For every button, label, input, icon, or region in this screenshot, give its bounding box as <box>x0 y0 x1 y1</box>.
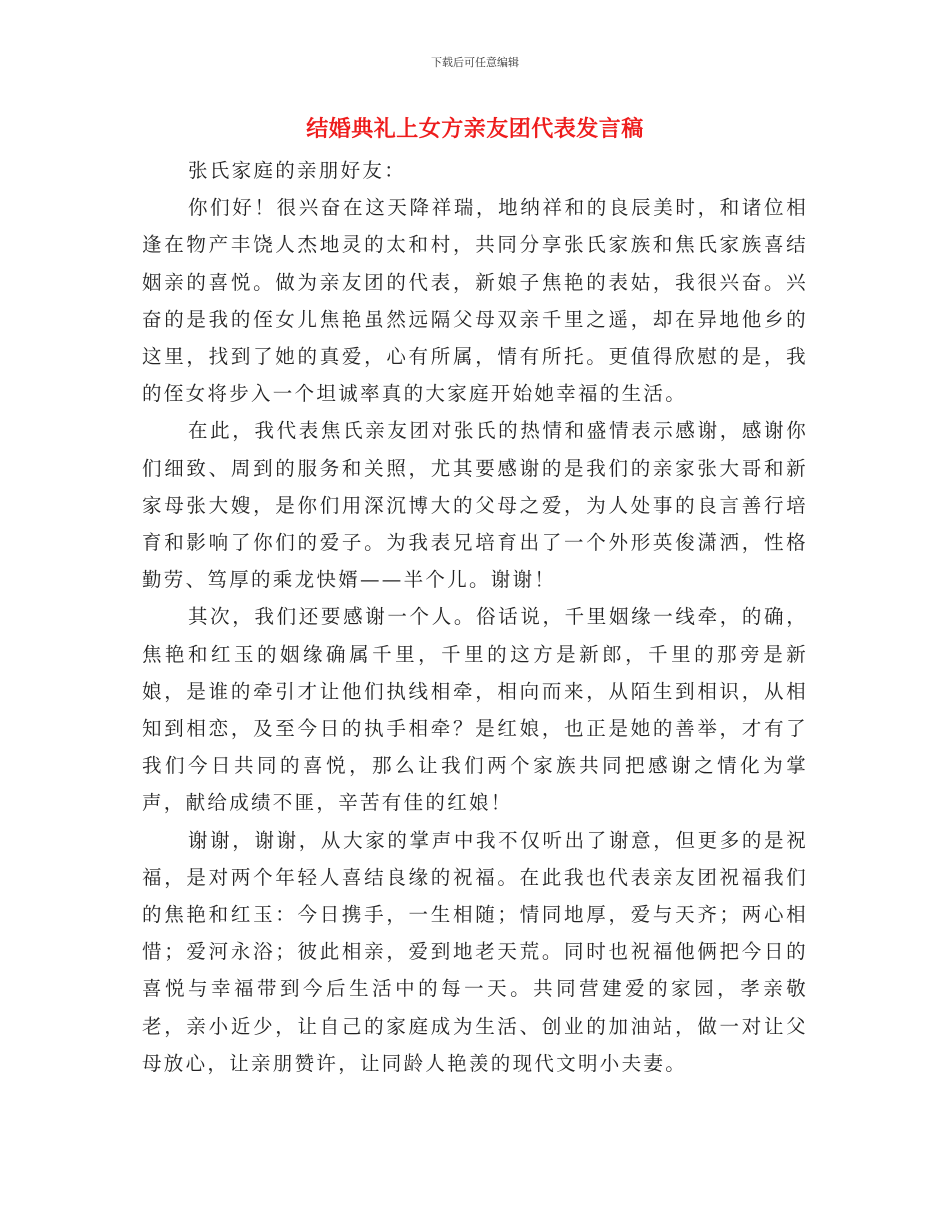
header-note: 下载后可任意编辑 <box>431 56 519 69</box>
paragraph: 在此，我代表焦氏亲友团对张氏的热情和盛情表示感谢，感谢你们细致、周到的服务和关照，尤其要感谢的是我们的亲家张大哥和新家母张大嫂，是你们用深沉博大的父母之爱，为人处事的良言善行培育和影响了你们的爱子。为我表兄培育出了一个外形英俊潇洒，性格勤劳、笃厚的乘龙快婿——半个儿。谢谢！ <box>142 419 808 592</box>
paragraph: 谢谢，谢谢，从大家的掌声中我不仅听出了谢意，但更多的是祝福，是对两个年轻人喜结良缘的祝福。在此我也代表亲友团祝福我们的焦艳和红玉：今日携手，一生相随；情同地厚，爱与天齐；两心相惜；爱河永浴；彼此相亲，爱到地老天荒。同时也祝福他俩把今日的喜悦与幸福带到今后生活中的每一天。共同营建爱的家园，孝亲敬老，亲小近少，让自己的家庭成为生活、创业的加油站，做一对让父母放心，让亲朋赞许，让同龄人艳羡的现代文明小夫妻。 <box>142 828 808 1075</box>
paragraph: 其次，我们还要感谢一个人。俗话说，千里姻缘一线牵，的确，焦艳和红玉的姻缘确属千里，千里的这方是新郎，千里的那旁是新娘，是谁的牵引才让他们执线相牵，相向而来，从陌生到相识，从相知到相恋，及至今日的执手相牵？是红娘，也正是她的善举，才有了我们今日共同的喜悦，那么让我们两个家族共同把感谢之情化为掌声，献给成绩不匪，辛苦有佳的红娘！ <box>142 605 808 815</box>
document-title: 结婚典礼上女方亲友团代表发言稿 <box>306 117 644 142</box>
paragraph: 你们好！很兴奋在这天降祥瑞，地纳祥和的良辰美时，和诸位相逢在物产丰饶人杰地灵的太和村，共同分享张氏家族和焦氏家族喜结姻亲的喜悦。做为亲友团的代表，新娘子焦艳的表姑，我很兴奋。兴奋的是我的侄女儿焦艳虽然远隔父母双亲千里之遥，却在异地他乡的这里，找到了她的真爱，心有所属，情有所托。更值得欣慰的是，我的侄女将步入一个坦诚率真的大家庭开始她幸福的生活。 <box>142 196 808 406</box>
document-body <box>142 152 808 1082</box>
paragraph-salutation: 张氏家庭的亲朋好友： <box>188 159 407 182</box>
